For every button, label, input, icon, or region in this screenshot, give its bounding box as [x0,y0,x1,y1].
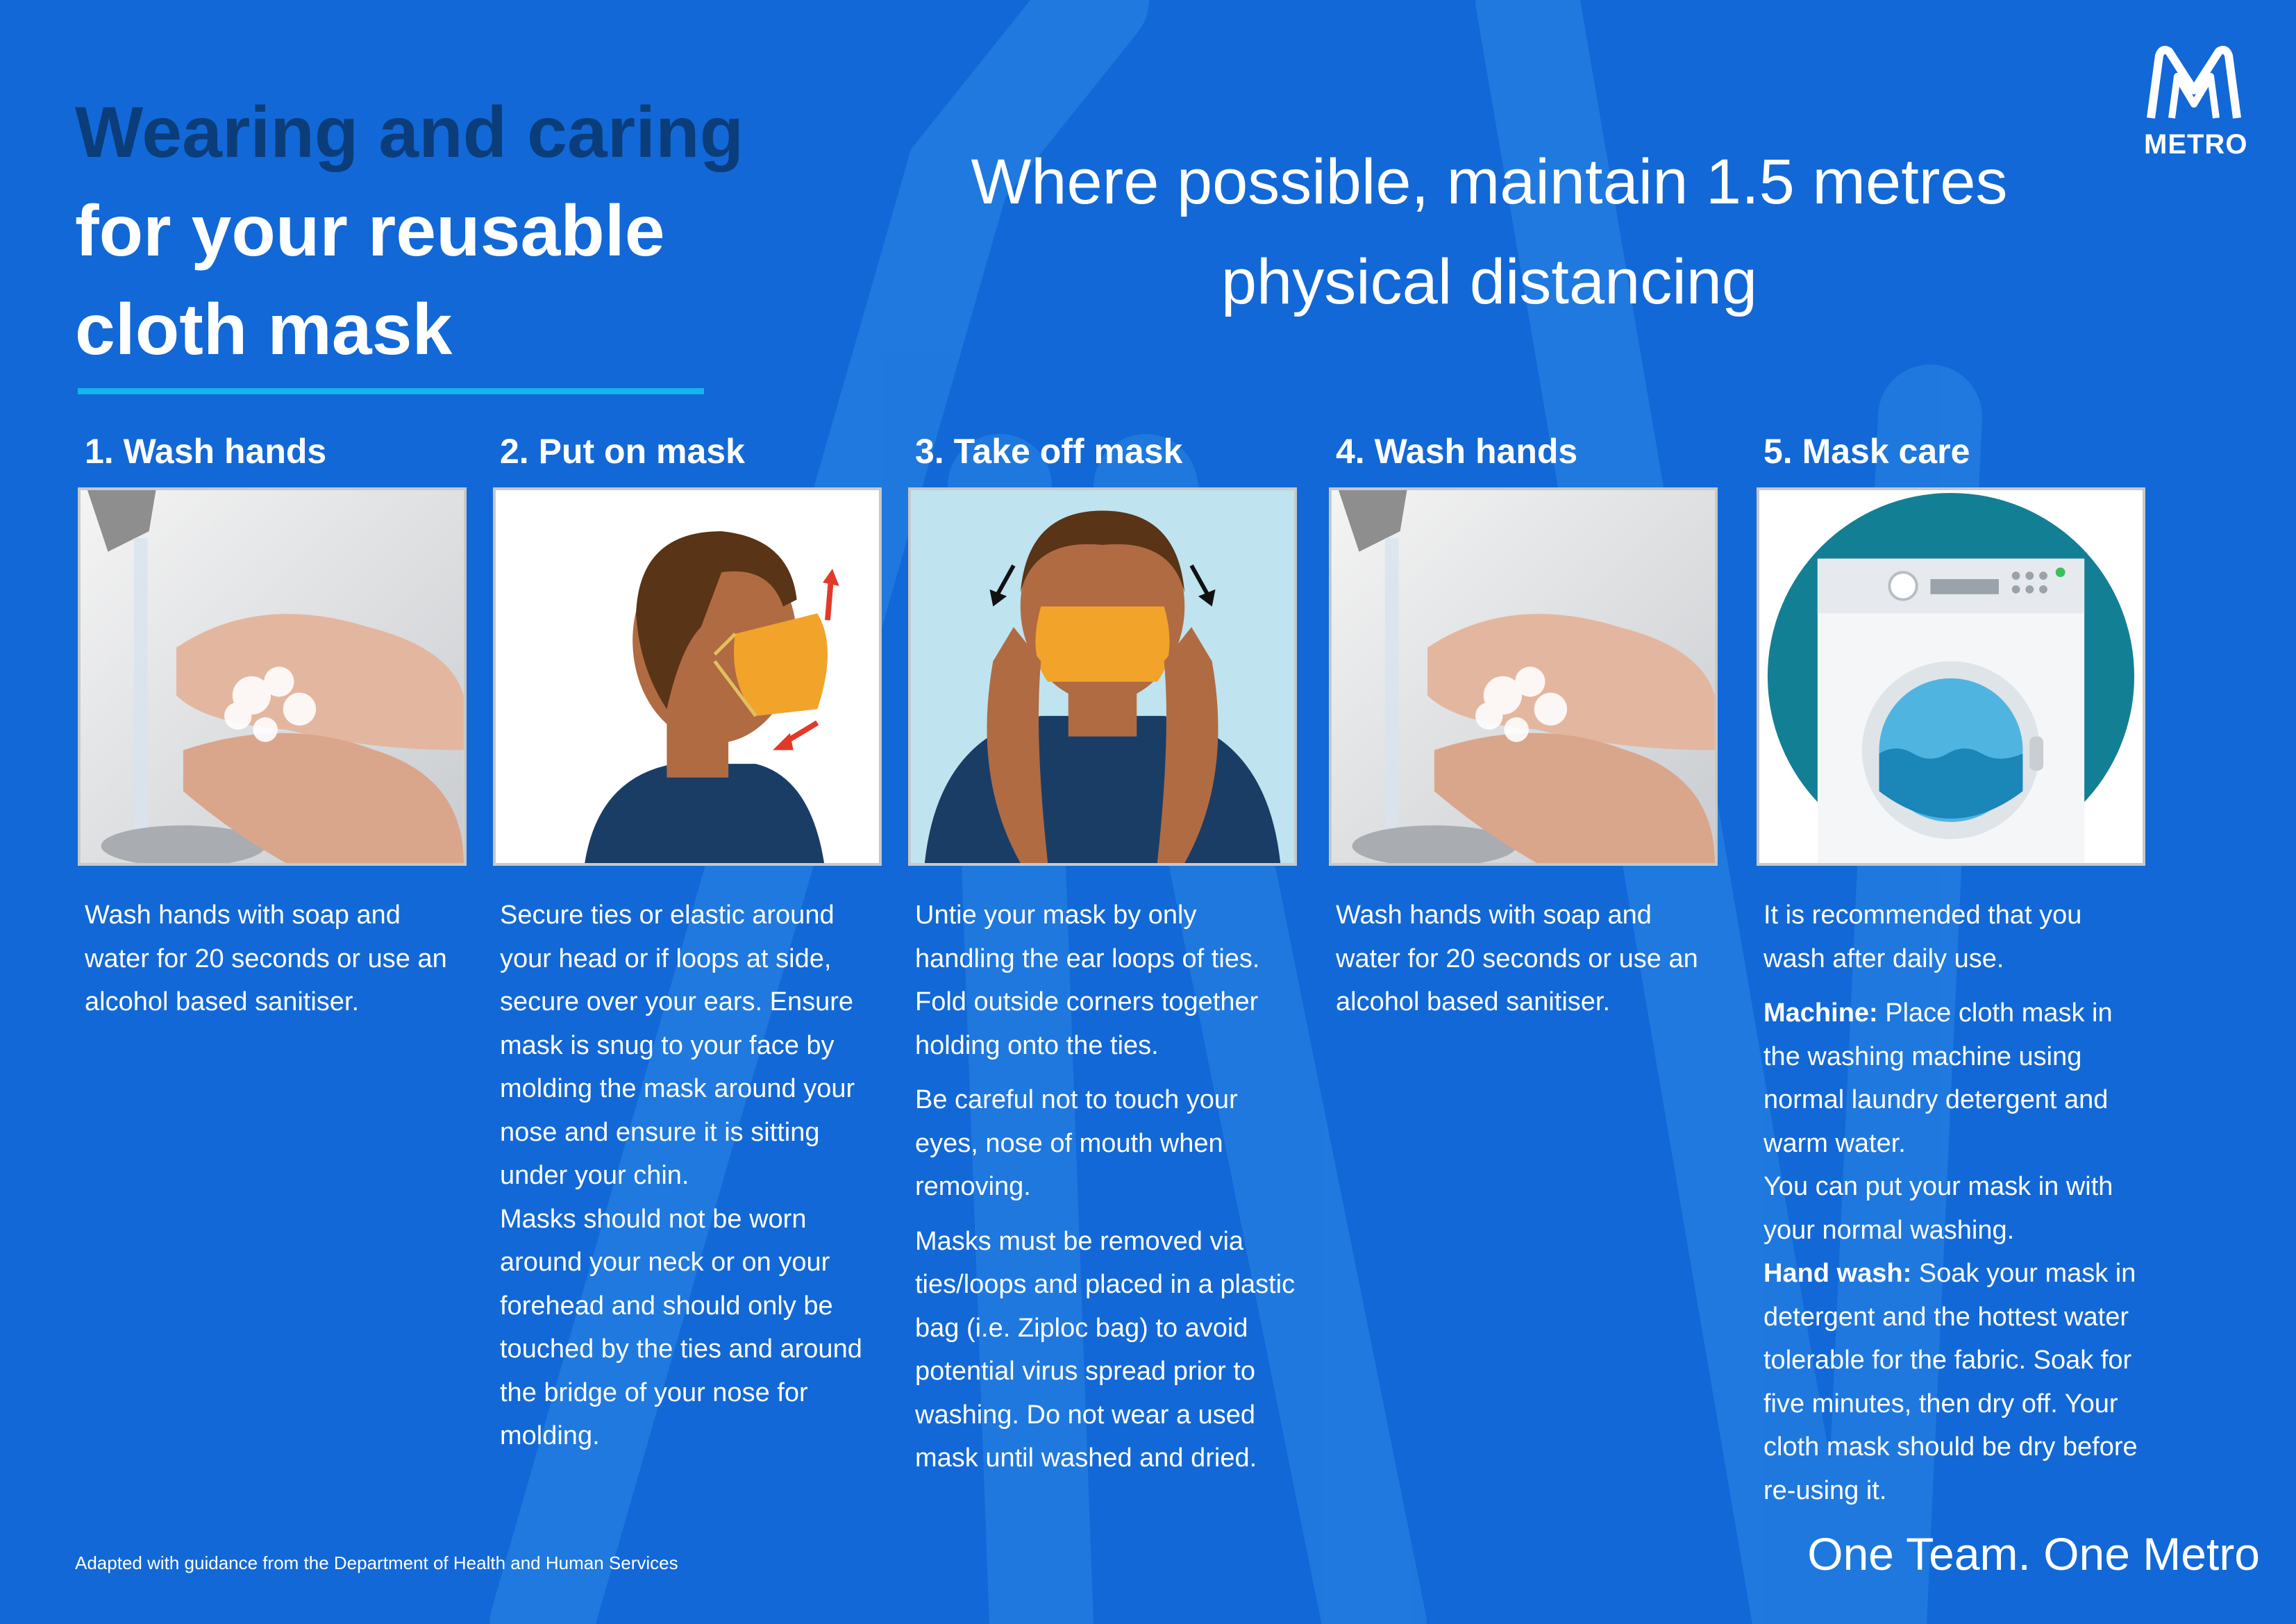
step-3-paragraph-3: Masks must be removed via ties/loops and placed in a plastic bag (i.e. Ziploc bag) to avoid potential virus spread prior to washing. Do not wear a used mask until washed and dried. [915,1226,1296,1473]
step-3-paragraph-2: Be careful not to touch your eyes, nose of mouth when removing. [915,1085,1238,1201]
step-3-heading: 3. Take off mask [915,432,1183,471]
step-3-text [915,894,1300,1480]
step-5-paragraph-hand [1763,1252,2149,1512]
washing-machine-icon [1757,487,2145,866]
step-2-text [500,894,885,1458]
step-4-text [1336,894,1721,1024]
washing-hands-icon [1329,487,1718,866]
person-putting-on-mask-icon [493,487,882,866]
machine-text: Place cloth mask in the washing machine using normal laundry detergent and warm water. [1763,998,2113,1158]
step-4-column [1329,424,1721,1035]
step-5-heading: 5. Mask care [1763,432,1970,471]
hand-wash-text: Soak your mask in detergent and the hottest water tolerable for the fabric. Soak for five minutes, then dry off. Your cloth mask should be dry before re-using it. [1763,1259,2138,1505]
hand-wash-label: Hand wash: [1763,1259,1912,1288]
step-2-column [493,424,885,1469]
step-1-text [85,894,470,1024]
headline-line-1: Where possible, maintain 1.5 metres [971,147,2008,217]
step-1-column [78,424,470,1035]
step-2-paragraph-2: Masks should not be worn around your neck or on your forehead and should only be touched by the ties and around the bridge of your nose for molding. [500,1204,862,1450]
machine-label: Machine: [1763,998,1878,1028]
headline-line-2: physical distancing [1221,246,1758,317]
step-5-text [1763,894,2149,1512]
title-line-3: cloth mask [75,290,453,370]
title-line-1: Wearing and caring [75,92,744,173]
step-5-paragraph-machine [1763,991,2149,1165]
step-3-column [908,424,1300,1491]
washing-hands-icon [78,487,467,866]
title-underline [78,388,704,394]
step-1-heading: 1. Wash hands [85,432,327,471]
title-line-2: for your reusable [75,191,665,271]
page-title [75,83,744,379]
step-4-paragraph: Wash hands with soap and water for 20 seconds or use an alcohol based sanitiser. [1336,901,1698,1016]
step-3-paragraph-1: Untie your mask by only handling the ear loops of ties. Fold outside corners together holding onto the ties. [915,901,1260,1060]
tagline: One Team. One Metro [1807,1528,2260,1580]
step-5-paragraph-machine-2: You can put your mask in with your normal washing. [1763,1172,2113,1245]
step-5-paragraph-1: It is recommended that you wash after daily use. [1763,901,2082,973]
person-removing-mask-icon [908,487,1297,866]
distancing-headline [889,132,2090,332]
step-5-column [1757,424,2149,1523]
step-2-heading: 2. Put on mask [500,432,745,471]
step-2-paragraph-1: Secure ties or elastic around your head or if loops at side, secure over your ears. Ensure mask is snug to your face by molding the mask around your nose and ensure it is sitting under your chin. [500,901,855,1190]
metro-logo-text: METRO [2144,129,2248,160]
step-1-paragraph: Wash hands with soap and water for 20 seconds or use an alcohol based sanitiser. [85,901,447,1016]
step-4-heading: 4. Wash hands [1336,432,1578,471]
source-footnote: Adapted with guidance from the Department of Health and Human Services [75,1552,678,1573]
